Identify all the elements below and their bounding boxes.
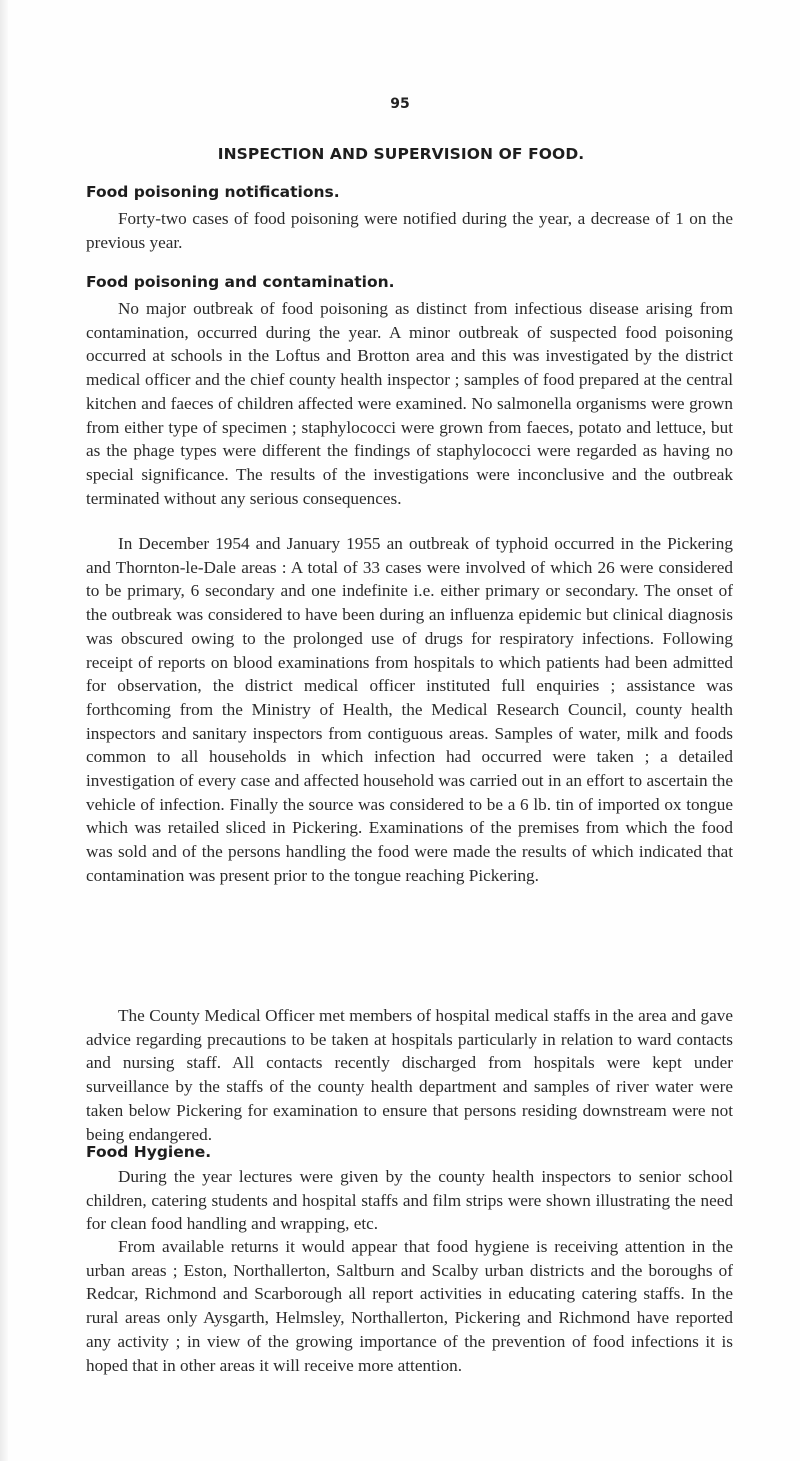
section-heading-contamination: Food poisoning and contamination. bbox=[86, 273, 395, 291]
paragraph-county-medical-officer: The County Medical Officer met members of hospital medical staffs in the area and gave advice regarding precautions to be taken at hospitals particularly in relation to ward contacts and nursing staff. All contacts recently discharged from hospitals were kept under surveillance by the staffs of the county health department and samples of river water were taken below Pickering for examination to ensure that persons residing downstream were not being endangered. bbox=[86, 1006, 733, 1144]
section-heading-food-hygiene: Food Hygiene. bbox=[86, 1143, 212, 1161]
paragraph-lectures: During the year lectures were given by the county health inspectors to senior school children, catering students and hospital staffs and film strips were shown illustrating the need for clean food handling and wrapping, etc. bbox=[86, 1167, 733, 1234]
paragraph-available-returns: From available returns it would appear that food hygiene is receiving attention in the urban areas ; Eston, Northallerton, Saltburn and Scalby urban districts and the boroughs of Redcar, Richmond and Scarborough all report activities in educating catering staffs. In the rural areas only Aysgarth, Helmsley, Northallerton, Pickering and Richmond have reported any activity ; in view of the growing importance of the prevention of food infections it is hoped that in other areas it will receive more attention. bbox=[86, 1237, 733, 1375]
section-heading-notifications: Food poisoning notifications. bbox=[86, 183, 340, 201]
paragraph-notifications: Forty-two cases of food poisoning were notified during the year, a decrease of 1 on the previous year. bbox=[86, 209, 733, 252]
page-binding-edge bbox=[0, 0, 8, 1461]
paragraph-minor-outbreak: No major outbreak of food poisoning as distinct from infectious disease arising from contamination, occurred during the year. A minor outbreak of suspected food poisoning occurred at schools in the Loftus and Brotton area and this was investigated by the district medical officer and the chief county health inspector ; samples of food prepared at the central kitchen and faeces of children affected were examined. No salmonella organisms were grown from either type of specimen ; staphylococci were grown from faeces, potato and lettuce, but as the phage types were different the findings of staphylococci were regarded as having no special significance. The results of the investigations were inconclusive and the outbreak terminated without any serious consequences. bbox=[86, 299, 733, 508]
page-number: 95 bbox=[390, 96, 410, 112]
page-title: INSPECTION AND SUPERVISION OF FOOD. bbox=[217, 145, 585, 163]
paragraph-typhoid-outbreak: In December 1954 and January 1955 an outbreak of typhoid occurred in the Pickering and Thornton-le-Dale areas : A total of 33 cases were involved of which 26 were considered to be primary, 6 secondary and one indefinite i.e. either primary or secondary. The onset of the outbreak was considered to have been during an influenza epidemic but clinical diagnosis was obscured owing to the prolonged use of drugs for respiratory infections. Following receipt of reports on blood examinations from hospitals to which patients had been admitted for observation, the district medical officer instituted full enquiries ; assistance was forthcoming from the Ministry of Health, the Medical Research Council, county health inspectors and sanitary inspectors from contiguous areas. Samples of water, milk and foods common to all households in which infection had occurred were taken ; a detailed investigation of every case and affected household was carried out in an effort to ascertain the vehicle of infection. Finally the source was considered to be a 6 lb. tin of imported ox tongue which was retailed sliced in Pickering. Examinations of the premises from which the food was sold and of the persons handling the food were made the results of which indicated that contamination was present prior to the tongue reaching Pickering. bbox=[86, 534, 733, 885]
